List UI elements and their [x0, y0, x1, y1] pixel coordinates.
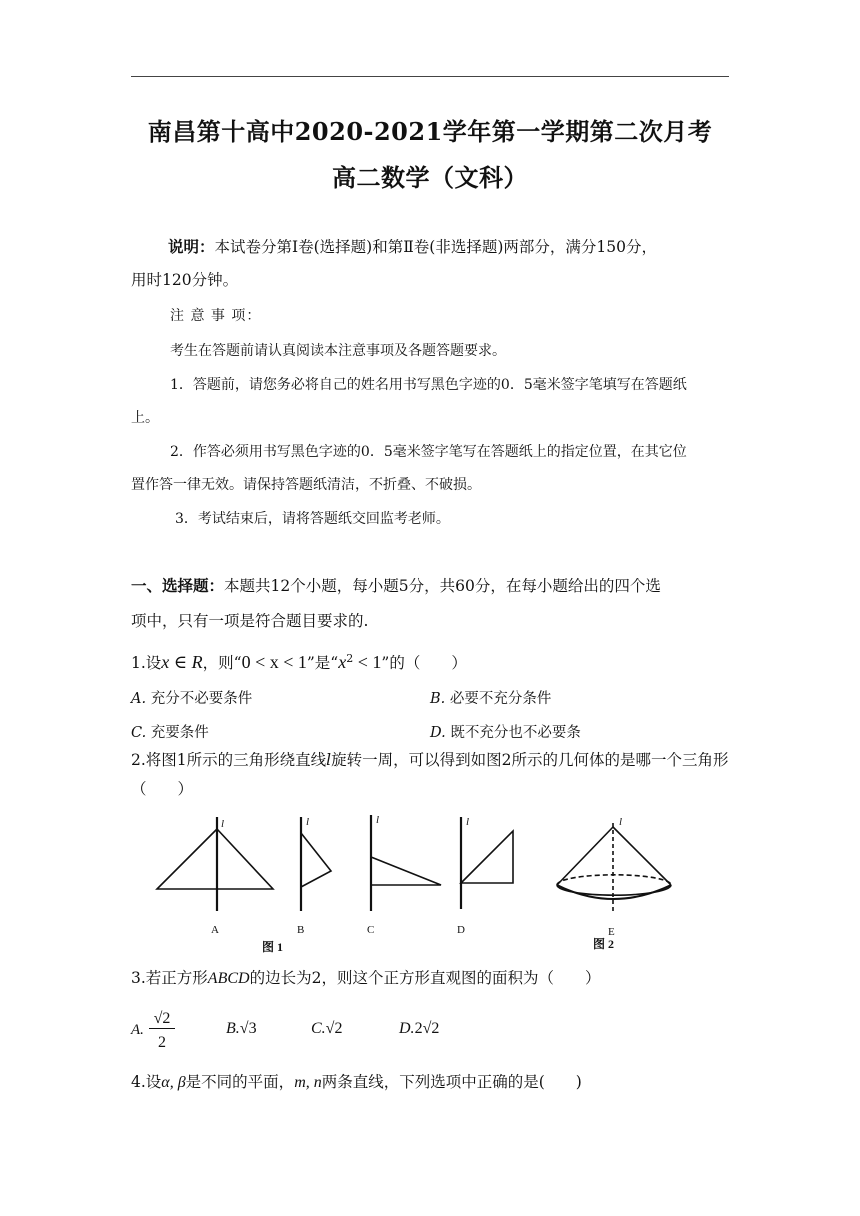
q1-option-c-label: C. [131, 725, 147, 741]
note-label: 说明： [168, 237, 215, 256]
q4-suffix: 两条直线，下列选项中正确的是( ) [321, 1073, 582, 1091]
section1-line-1 [131, 574, 661, 596]
q1-option-a-label: A. [131, 691, 147, 707]
figure-label-c: C [367, 924, 375, 936]
q2-figure [145, 805, 685, 965]
figure-triangle-d [461, 817, 513, 909]
q3-option-c-label: C. [311, 1020, 326, 1037]
axis-label-e: l [619, 816, 623, 828]
q3-option-a-numerator: √2 [149, 1010, 175, 1029]
axis-label-c: l [376, 814, 380, 826]
q1-exponent: 2 [346, 651, 354, 665]
section1-desc-1: 本题共12个小题，每小题5分，共60分，在每小题给出的四个选 [224, 577, 661, 595]
q1-option-d[interactable] [430, 721, 581, 742]
q1-option-c[interactable] [131, 721, 209, 742]
q1-lt-one: < 1 [353, 652, 382, 672]
notice-item-2-line-1: 2．作答必须用书写黑色字迹的0．5毫米签字笔写在答题纸上的指定位置，在其它位 [170, 444, 687, 460]
q3-square-name: ABCD [207, 970, 250, 987]
q1-option-b-text: 必要不充分条件 [449, 691, 552, 707]
q1-var-x: x [161, 652, 170, 672]
figure-label-e: E [608, 926, 615, 938]
q3-option-d-label: D. [399, 1020, 415, 1037]
q1-option-a-text: 充分不必要条件 [150, 691, 253, 707]
q3-option-b-label: B. [226, 1020, 240, 1037]
notice-title: 注 意 事 项： [170, 308, 262, 324]
figure-label-a: A [211, 924, 219, 936]
figure-triangle-c [371, 815, 441, 911]
question-2-paren: （ ） [131, 780, 194, 798]
figure-caption-1: 图 1 [262, 940, 284, 954]
q1-option-a[interactable] [131, 687, 252, 708]
q3-option-d-text: 2√2 [414, 1020, 440, 1037]
notice-item-3: 3．考试结束后，请将答题纸交回监考老师。 [175, 511, 450, 527]
q3-option-a-denominator: 2 [158, 1034, 166, 1051]
q1-option-d-text: 既不充分也不必要条 [450, 725, 581, 741]
q1-mid-2: ”是“ [306, 654, 339, 672]
q1-mid-1: ，则“ [202, 654, 242, 672]
q1-option-b[interactable] [430, 687, 551, 708]
notice-item-2-line-2: 置作答一律无效。请保持答题纸清洁，不折叠、不破损。 [131, 477, 481, 493]
q3-option-c[interactable] [311, 1020, 342, 1038]
q3-option-b-text: √3 [239, 1020, 257, 1037]
question-1-stem [131, 651, 467, 673]
q3-suffix: 的边长为2，则这个正方形直观图的面积为（ ） [249, 969, 601, 987]
notice-lead: 考生在答题前请认真阅读本注意事项及各题答题要求。 [170, 343, 506, 359]
q3-option-b[interactable] [226, 1020, 257, 1038]
q1-option-c-text: 充要条件 [150, 725, 209, 741]
q1-option-d-label: D. [430, 725, 446, 741]
q3-option-d[interactable] [399, 1020, 439, 1038]
note-line-2: 用时120分钟。 [131, 271, 239, 289]
question-4-stem [131, 1070, 582, 1092]
figure-triangle-b [301, 817, 331, 911]
q1-set-r: R [191, 652, 203, 672]
q1-in: ∈ [169, 652, 192, 672]
q4-mid: 是不同的平面， [185, 1073, 295, 1091]
question-3-stem [131, 966, 600, 988]
q2-line-1b: 旋转一周，可以得到如图2所示的几何体的是哪一个三角形 [331, 751, 729, 769]
q4-lines: m, n [294, 1074, 322, 1091]
notice-item-1-line-1: 1．答题前，请您务必将自己的姓名用书写黑色字迹的0．5毫米签字笔填写在答题纸 [170, 377, 687, 393]
q1-option-b-label: B. [430, 691, 446, 707]
notice-item-1-line-2: 上。 [131, 410, 159, 426]
figure-label-d: D [457, 924, 465, 936]
header-rule [131, 76, 729, 77]
axis-label-b: l [306, 816, 310, 828]
q1-condition-1: 0 < x < 1 [241, 652, 307, 672]
q1-suffix: ”的（ ） [381, 654, 467, 672]
q3-prefix: 3.若正方形 [131, 969, 208, 987]
figure-triangle-a [157, 817, 273, 911]
figure-cone-e [557, 823, 671, 911]
q4-planes: α, β [161, 1074, 186, 1091]
axis-label-d: l [466, 816, 470, 828]
q1-var-x2: x [338, 652, 347, 672]
figure-caption-2: 图 2 [593, 937, 615, 951]
note-line-1 [168, 235, 657, 257]
note-text-1: 本试卷分第Ⅰ卷(选择题)和第Ⅱ卷(非选择题)两部分，满分150分， [214, 238, 657, 256]
q3-option-a-label: A. [131, 1022, 144, 1038]
q4-prefix: 4.设 [131, 1073, 162, 1091]
question-2-stem [131, 748, 729, 770]
q2-line-1a: 2.将图1所示的三角形绕直线 [131, 751, 327, 769]
exam-subtitle: 高二数学（文科） [332, 163, 528, 192]
q1-prefix: 1.设 [131, 654, 162, 672]
figure-label-b: B [297, 924, 305, 936]
exam-title: 南昌第十高中2020-2021学年第一学期第二次月考 [147, 117, 713, 146]
section1-label: 一、选择题： [131, 576, 225, 595]
q3-option-c-text: √2 [325, 1020, 343, 1037]
q2-line-l: l [326, 751, 332, 769]
axis-label-a: l [221, 818, 225, 830]
section1-line-2: 项中，只有一项是符合题目要求的. [131, 612, 369, 630]
